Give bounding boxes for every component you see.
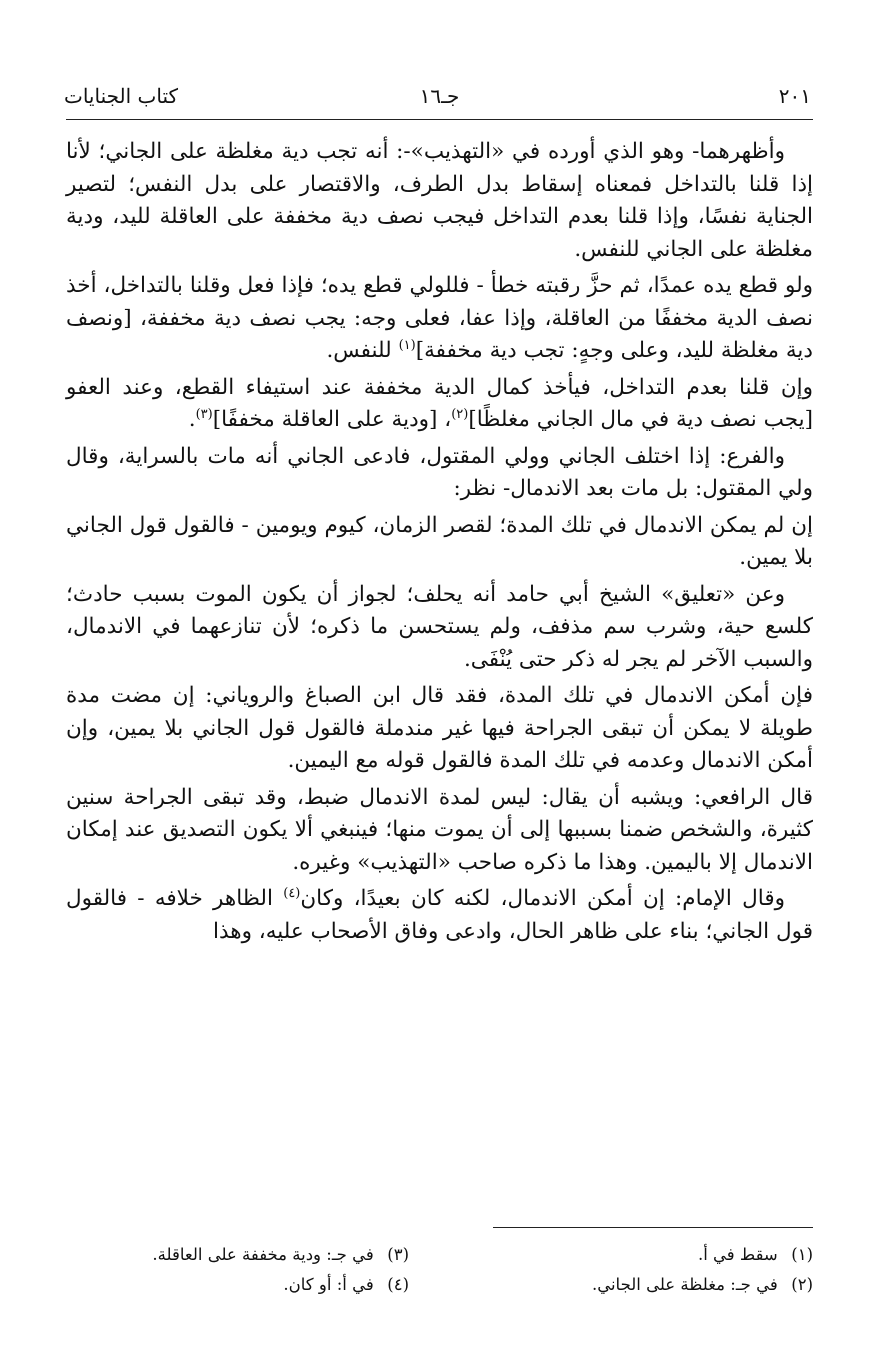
paragraph: وإن قلنا بعدم التداخل، فيأخذ كمال الدية مخففة عند استيفاء القطع، وعند العفو [يجب نصف دية في مال الجاني مغلظًا]$^{(٢)}$، [ودية على العاقلة مخففًا]$^{(٣)}$. — [66, 374, 813, 432]
footnote: (٢) في جـ: مغلظة على الجاني. — [591, 1275, 813, 1294]
volume-label: جـ١٦ — [419, 84, 460, 108]
footnote-divider — [493, 1227, 813, 1228]
paragraph: قال الرافعي: ويشبه أن يقال: ليس لمدة الاندمال ضبط، وقد تبقى الجراحة سنين كثيرة، والشخص ضمنا بسببها إلى أن يموت منها؛ فينبغي ألا يكون التصديق عند إمكان الاندمال إلا باليمين. وهذا ما ذكره صاحب «التهذيب» وغيره. — [66, 784, 813, 875]
paragraph: فإن أمكن الاندمال في تلك المدة، فقد قال ابن الصباغ والروياني: إن مضت مدة طويلة لا يمكن أن تبقى الجراحة فيها غير مندملة فالقول قول الجاني بلا يمين، وإن أمكن الاندمال وعدمه في تلك المدة فالقول قوله مع اليمين. — [66, 683, 813, 773]
footnote-ref: (٤) — [283, 885, 301, 901]
body-text — [66, 136, 813, 952]
footnotes-right — [453, 1240, 813, 1300]
paragraph: والفرع: إذا اختلف الجاني وولي المقتول، فادعى الجاني أنه مات بالسراية، وقال ولي المقتول: بل مات بعد الاندمال- نظر: — [66, 443, 813, 501]
footnote-ref: (١) — [398, 337, 416, 353]
footnote: (٣) في جـ: ودية مخففة على العاقلة. — [152, 1245, 409, 1264]
header-divider — [66, 119, 813, 120]
page-number: ٢٠١ — [778, 84, 811, 108]
footnotes-left — [49, 1240, 409, 1300]
book-title: كتاب الجنايات — [64, 84, 179, 108]
footnote-ref: (٢) — [451, 406, 469, 422]
paragraph: وقال الإمام: إن أمكن الاندمال، لكنه كان بعيدًا، وكان$^{(٤)}$ الظاهر خلافه - فالقول قول الجاني؛ بناء على ظاهر الحال، وادعى وفاق الأصحاب عليه، وهذا — [66, 885, 813, 944]
footnote: (١) سقط في أ. — [697, 1245, 813, 1264]
footnote: (٤) في أ: أو كان. — [283, 1275, 409, 1294]
footnote-ref: (٣) — [195, 406, 213, 422]
paragraph: وأظهرهما- وهو الذي أورده في «التهذيب»-: أنه تجب دية مغلظة على الجاني؛ لأنا إذا قلنا بالتداخل فمعناه إسقاط بدل الطرف، والاقتصار على بدل النفس؛ لتصير الجناية نفسًا، وإذا قلنا بعدم التداخل فيجب نصف دية مخففة على العاقلة لليد، ودية مغلظة على الجاني للنفس. — [66, 139, 813, 262]
paragraph: ولو قطع يده عمدًا، ثم حزَّ رقبته خطأ - فللولي قطع يده؛ فإذا فعل وقلنا بالتداخل، أخذ نصف الدية مخففًا من العاقلة، وإذا عفا، فعلى وجه: يجب نصف دية مخففة، [ونصف دية مغلظة لليد، وعلى وجهٍ: تجب دية مخففة]$^{(١)}$ للنفس. — [66, 273, 813, 363]
paragraph: وعن «تعليق» الشيخ أبي حامد أنه يحلف؛ لجواز أن يكون الموت بسبب حادث؛ كلسع حية، وشرب سم مذفف، ولم يستحسن ما ذكره؛ لأن تنازعهما في الاندمال، والسبب الآخر لم يجر له ذكر حتى يُنْفَى. — [66, 581, 813, 672]
paragraph: إن لم يمكن الاندمال في تلك المدة؛ لقصر الزمان، كيوم ويومين - فالقول قول الجاني بلا يمين. — [66, 512, 813, 570]
